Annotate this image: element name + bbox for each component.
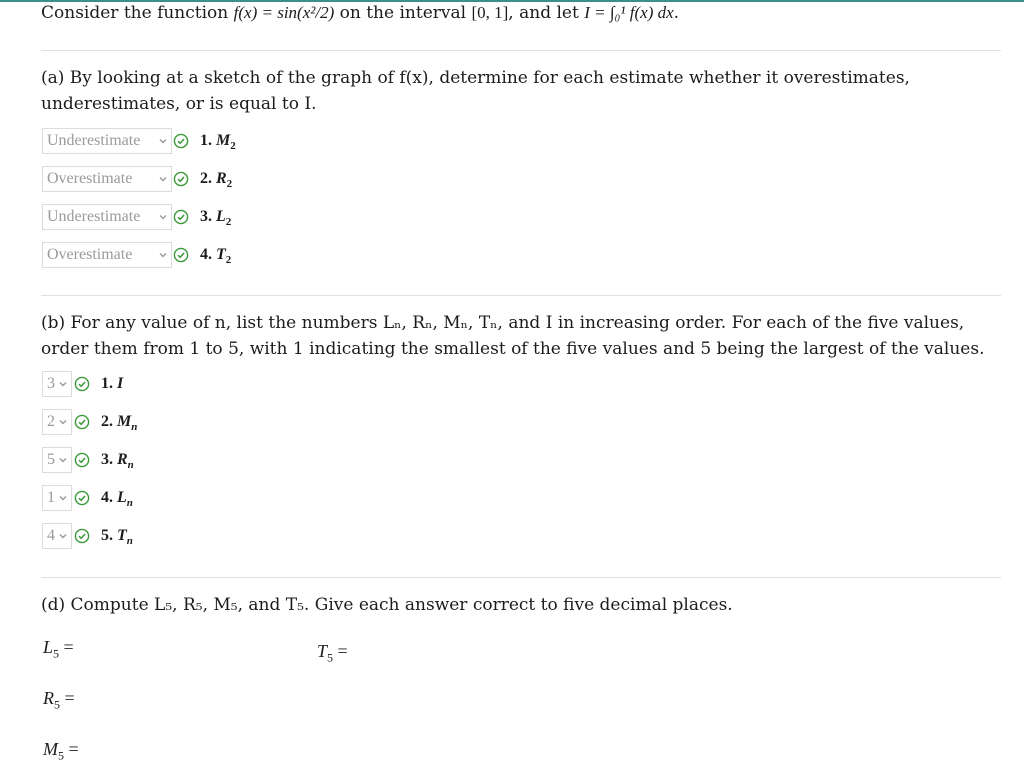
answer-m5: $M_5$ = <box>43 739 79 763</box>
problem-statement <box>41 0 679 26</box>
check-circle-icon <box>173 133 189 149</box>
part_b-label: 5. $T_n$ <box>101 527 133 548</box>
interval: [0, 1] <box>471 3 509 22</box>
estimate-select-1-value: Underestimate <box>47 132 141 149</box>
estimate-select-4-value: Overestimate <box>47 246 133 263</box>
divider <box>41 295 1001 296</box>
order-select-2-value: 2 <box>47 413 55 430</box>
estimate-select-1[interactable] <box>42 128 172 154</box>
answer-l5: $L_5$ = <box>43 637 74 661</box>
part-b-prompt: (b) For any value of n, list the numbers Lₙ, Rₙ, Mₙ, Tₙ, and I in increasing order. For each of the five values, order them from 1 to 5, with 1 indicating the smallest of the five values and 5 being the largest of the values. <box>41 313 985 359</box>
order-select-3[interactable] <box>42 447 72 473</box>
check-circle-icon <box>74 452 90 468</box>
chevron-down-icon <box>158 250 168 260</box>
part_b-label: 3. $R_n$ <box>101 451 134 472</box>
chevron-down-icon <box>58 455 68 465</box>
check-circle-icon <box>74 376 90 392</box>
chevron-down-icon <box>158 212 168 222</box>
part_a-label: 1. $M_2$ <box>200 132 236 153</box>
check-circle-icon <box>173 209 189 225</box>
order-select-4[interactable] <box>42 485 72 511</box>
part-d-prompt: (d) Compute L₅, R₅, M₅, and T₅. Give each answer correct to five decimal places. <box>41 595 733 615</box>
estimate-select-3-value: Underestimate <box>47 208 141 225</box>
estimate-select-4[interactable] <box>42 242 172 268</box>
answer-t5: $T_5$ = <box>317 641 348 665</box>
intro-period: . <box>673 3 680 23</box>
order-select-4-value: 1 <box>47 489 55 506</box>
order-select-1-value: 3 <box>47 375 55 392</box>
chevron-down-icon <box>158 174 168 184</box>
order-select-5-value: 4 <box>47 527 55 544</box>
order-select-1[interactable] <box>42 371 72 397</box>
part-a-prompt: (a) By looking at a sketch of the graph of f(x), determine for each estimate whether it overestimates, underestimates, or is equal to I. <box>41 68 910 114</box>
order-select-5[interactable] <box>42 523 72 549</box>
chevron-down-icon <box>58 379 68 389</box>
check-circle-icon <box>74 528 90 544</box>
order-select-2[interactable] <box>42 409 72 435</box>
integral-definition: I = ∫₀¹ f(x) dx <box>584 3 674 22</box>
chevron-down-icon <box>58 493 68 503</box>
check-circle-icon <box>173 247 189 263</box>
divider <box>41 577 1001 578</box>
chevron-down-icon <box>158 136 168 146</box>
divider <box>41 50 1001 51</box>
chevron-down-icon <box>58 531 68 541</box>
check-circle-icon <box>74 490 90 506</box>
answer-r5: $R_5$ = <box>43 688 75 712</box>
part_a-label: 4. $T_2$ <box>200 246 232 267</box>
estimate-select-2[interactable] <box>42 166 172 192</box>
intro-text-middle: on the interval <box>334 3 472 23</box>
estimate-select-3[interactable] <box>42 204 172 230</box>
order-select-3-value: 5 <box>47 451 55 468</box>
chevron-down-icon <box>58 417 68 427</box>
function-expression: f(x) = sin(x²/2) <box>233 3 335 22</box>
intro-text: Consider the function <box>41 3 234 23</box>
estimate-select-2-value: Overestimate <box>47 170 133 187</box>
check-circle-icon <box>74 414 90 430</box>
part_b-label: 2. $M_n$ <box>101 413 138 434</box>
intro-text-after: , and let <box>508 3 585 23</box>
part_b-label: 4. $L_n$ <box>101 489 133 510</box>
check-circle-icon <box>173 171 189 187</box>
part_b-label: 1. I <box>101 375 124 392</box>
part_a-label: 3. $L_2$ <box>200 208 232 229</box>
part_a-label: 2. $R_2$ <box>200 170 233 191</box>
